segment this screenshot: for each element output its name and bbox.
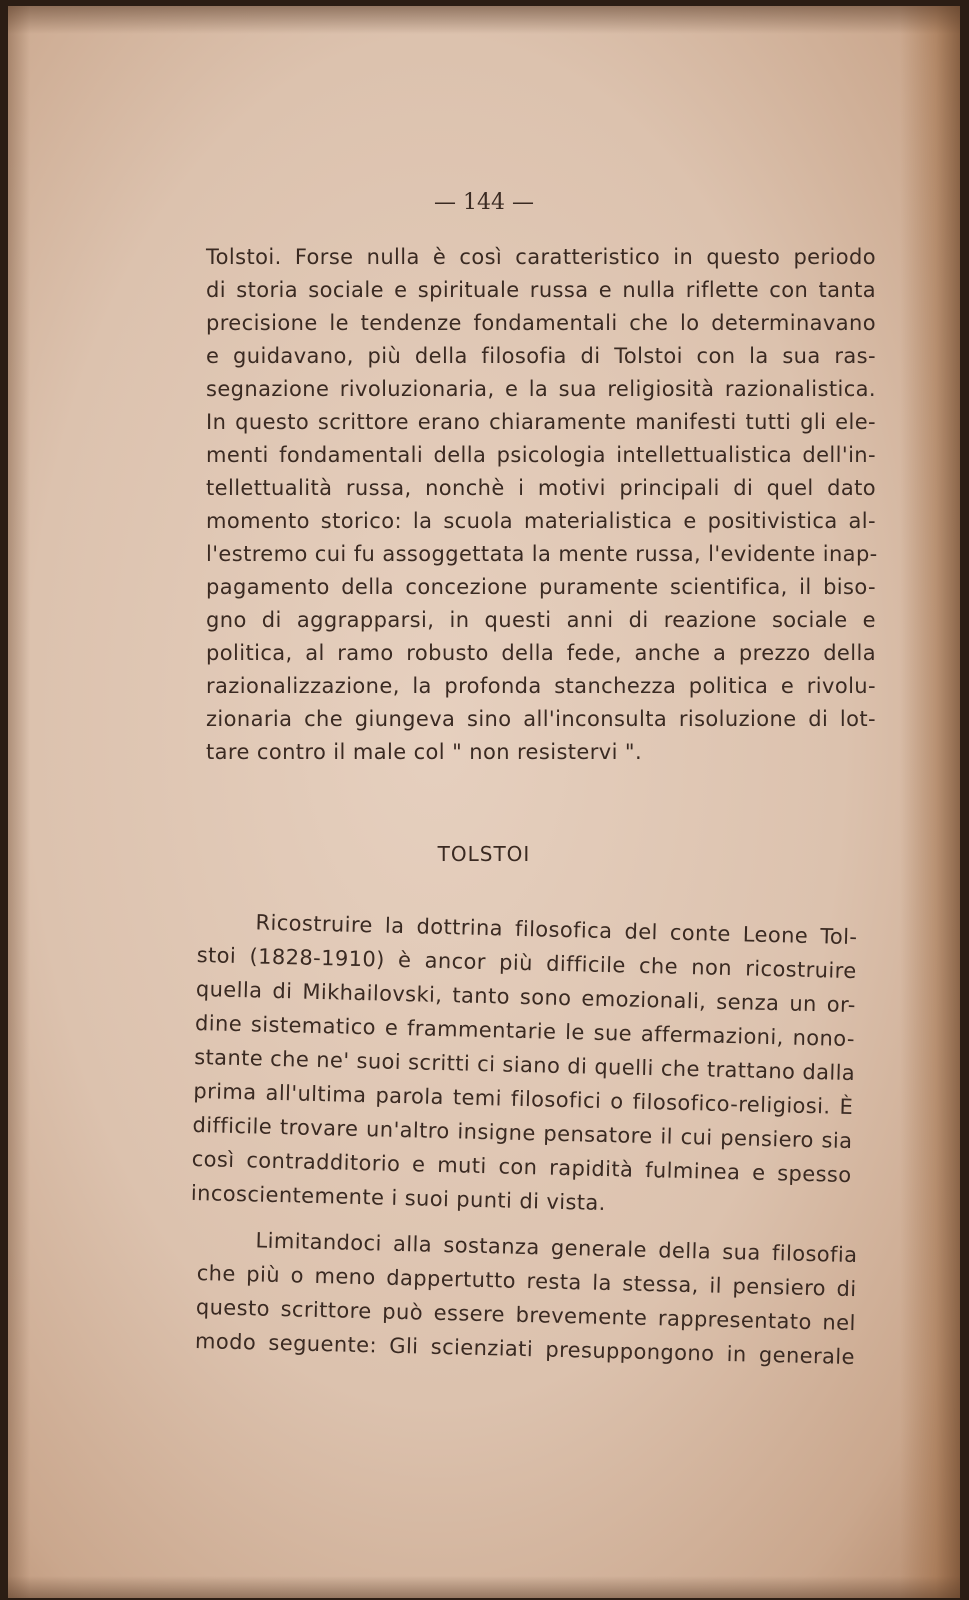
text-line: modo seguente: Gli scienziati presuppongono in generale (194, 1328, 856, 1370)
text-line: In questo scrittore erano chiaramente manifesti tutti gli ele- (206, 410, 876, 434)
text-line: dine sistematico e frammentarie le sue affermazioni, nono- (194, 1010, 856, 1052)
text-line: questo scrittore può essere brevemente rappresentato nel (195, 1294, 857, 1336)
text-line: che più o meno dappertutto resta la stessa, il pensiero di (196, 1260, 857, 1302)
paragraph-3 (195, 1222, 858, 1374)
text-line: di storia sociale e spirituale russa e nulla riflette con tanta (206, 278, 876, 302)
text-line: così contradditorio e muti con rapidità fulminea e spesso (191, 1146, 852, 1188)
text-line: Ricostruire la dottrina filosofica del conte Leone Tol- (255, 910, 858, 950)
text-line: quella di Mikhailovski, tanto sono emozionali, senza un or- (195, 976, 857, 1018)
paragraph-1 (206, 241, 876, 769)
text-line: pagamento della concezione puramente scientifica, il biso- (206, 575, 876, 599)
text-line: menti fondamentali della psicologia intellettualistica dell'in- (206, 443, 876, 467)
text-line: difficile trovare un'altro insigne pensatore il cui pensiero sia (192, 1112, 853, 1154)
text-line: incoscientemente i suoi punti di vista. (190, 1180, 607, 1216)
text-line: tellettualità russa, nonchè i motivi principali di quel dato (206, 476, 876, 500)
page-gutter-shadow (8, 6, 30, 1598)
text-line: razionalizzazione, la profonda stanchezza politica e rivolu- (206, 674, 876, 698)
page-number: — 144 — (434, 190, 534, 215)
text-line: gno di aggrapparsi, in questi anni di reazione sociale e (206, 608, 876, 632)
text-line: l'estremo cui fu assoggettata la mente russa, l'evidente inap- (206, 542, 878, 566)
text-line: e guidavano, più della filosofia di Tolstoi con la sua ras- (206, 344, 876, 368)
text-line: precisione le tendenze fondamentali che lo determinavano (206, 311, 876, 335)
paragraph-2 (191, 904, 858, 1226)
text-line: segnazione rivoluzionaria, e la sua religiosità razionalistica. (206, 377, 876, 401)
section-title: TOLSTOI (437, 842, 531, 866)
text-line: momento storico: la scuola materialistica e positivistica al- (206, 509, 876, 533)
text-line: politica, al ramo robusto della fede, anche a prezzo della (206, 641, 876, 665)
text-line: zionaria che giungeva sino all'inconsulta risoluzione di lot- (206, 707, 876, 731)
text-line: stoi (1828-1910) è ancor più difficile che non ricostruire (196, 942, 857, 984)
page-bottom-edge (8, 1576, 960, 1598)
text-line: Limitandoci alla sostanza generale della sua filosofia (255, 1228, 858, 1268)
text-line: Tolstoi. Forse nulla è così caratteristico in questo periodo (206, 245, 876, 269)
text-line: prima all'ultima parola temi filosofici o filosofico-religiosi. È (193, 1078, 854, 1120)
book-page (8, 6, 960, 1598)
text-line: stante che ne' suoi scritti ci siano di quelli che trattano dalla (193, 1044, 856, 1086)
text-line: tare contro il male col " non resistervi ". (206, 740, 643, 764)
